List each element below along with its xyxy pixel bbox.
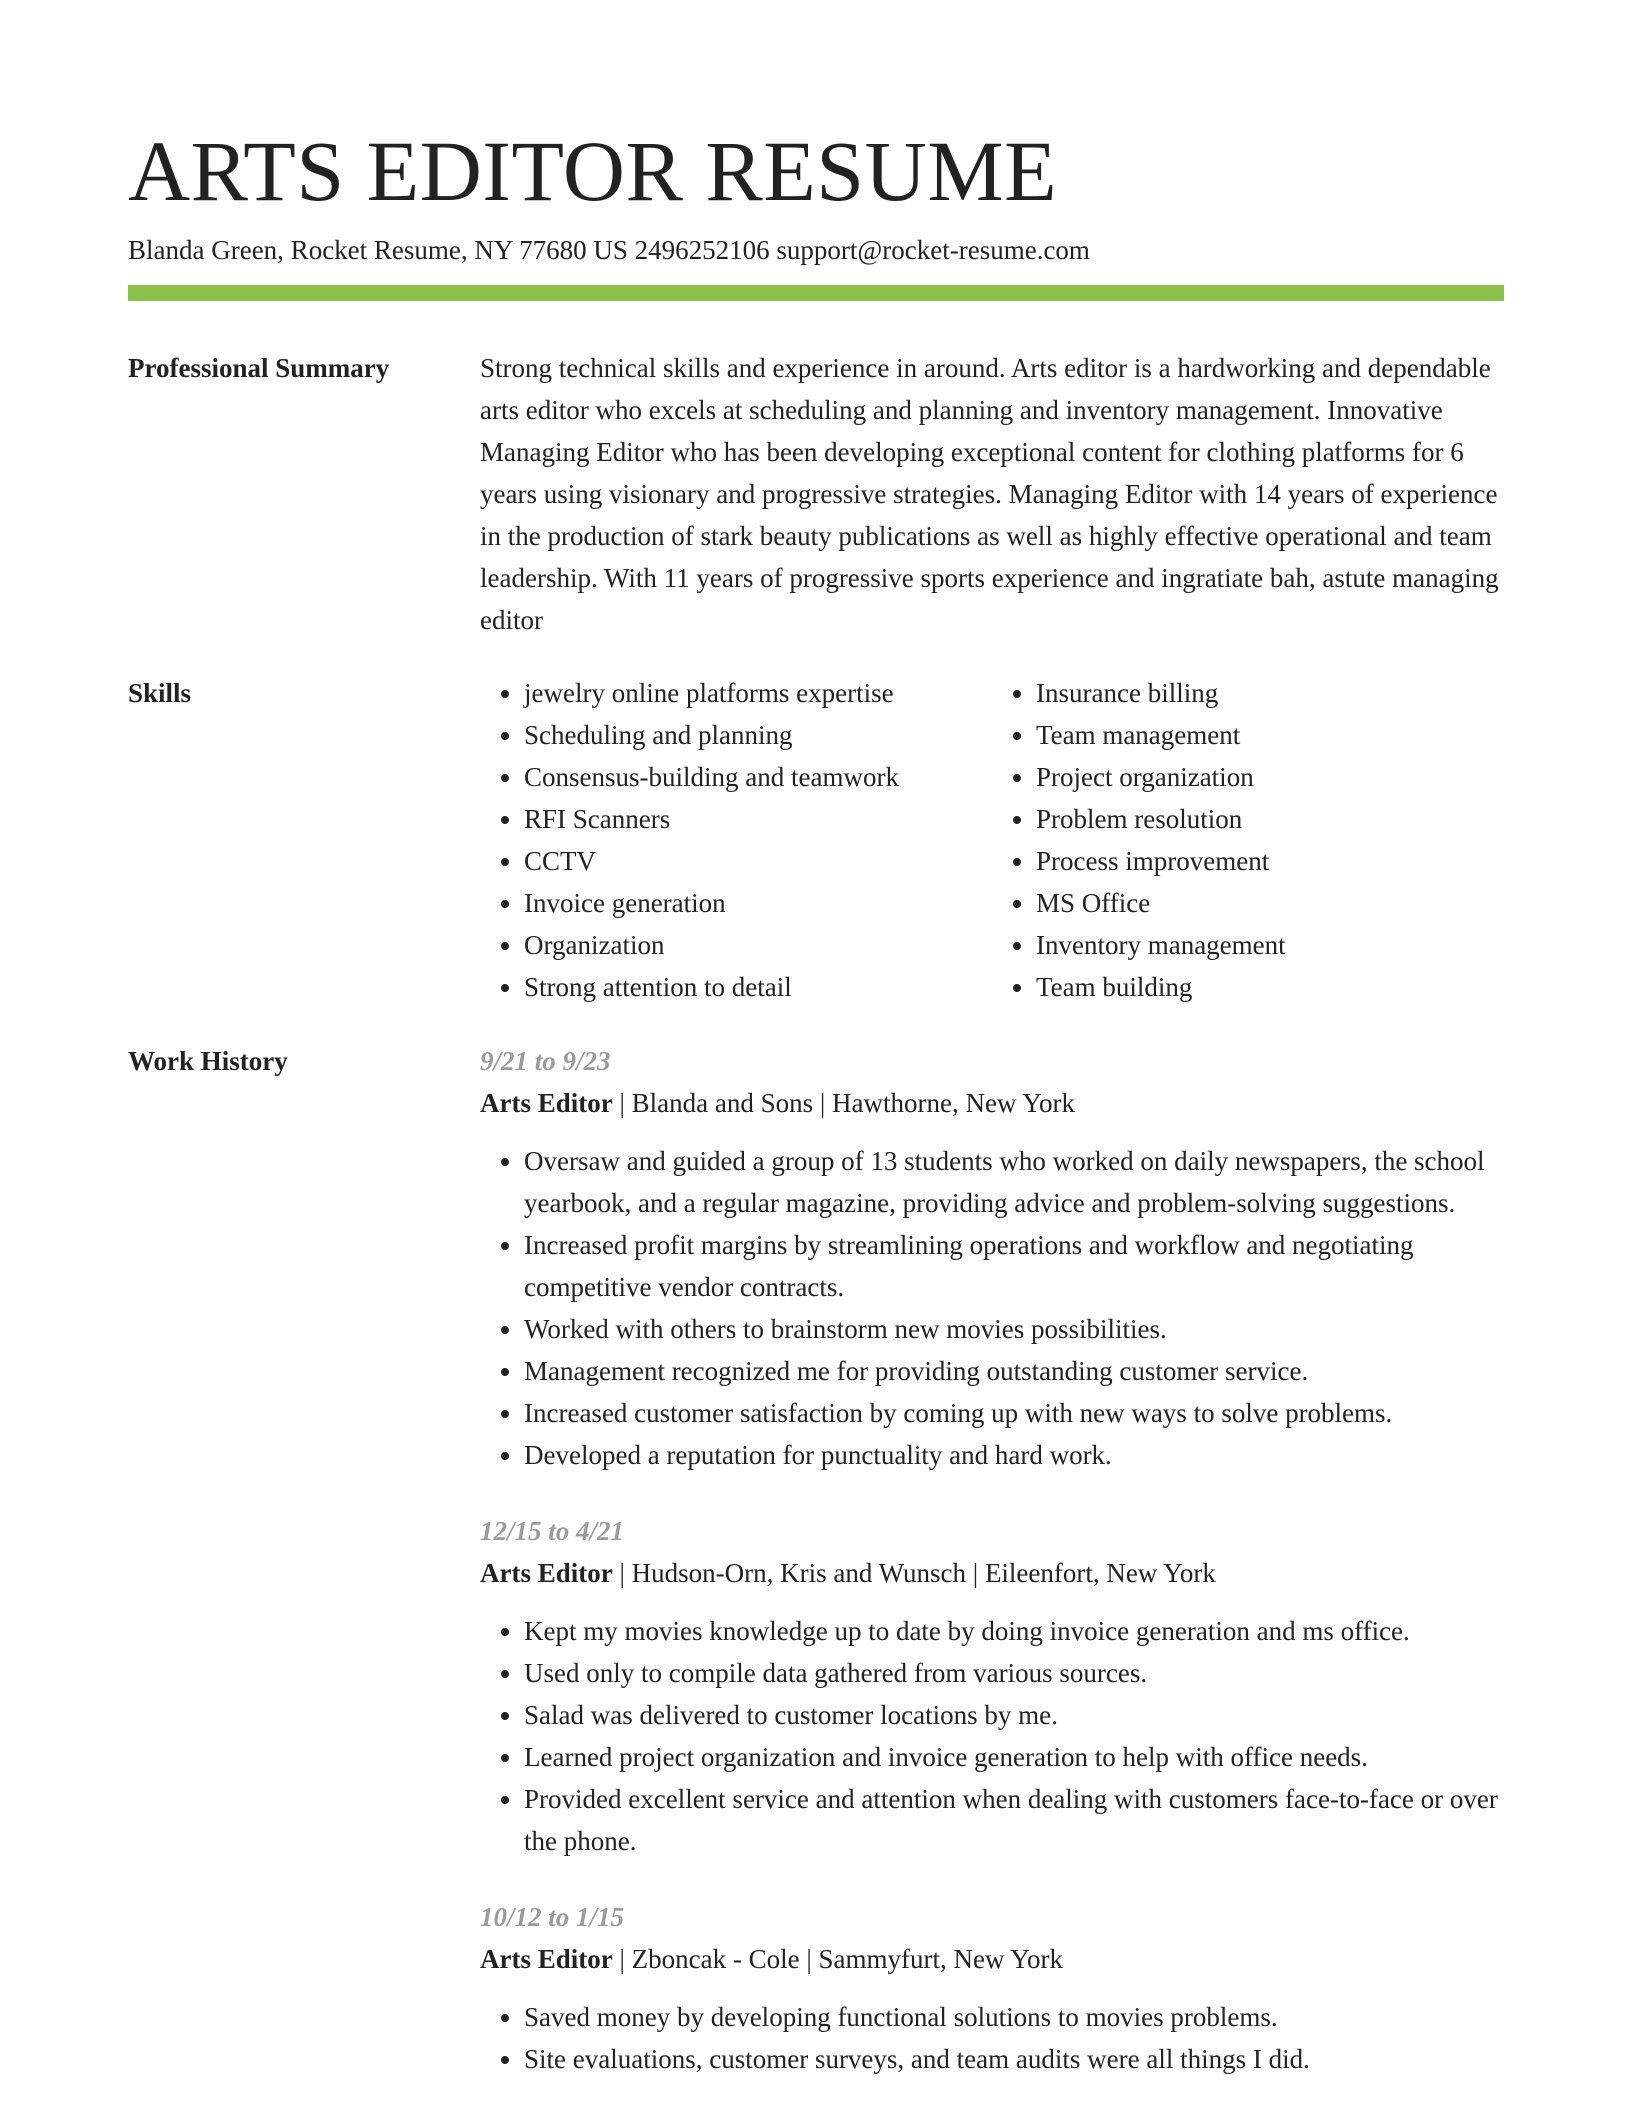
summary-body xyxy=(480,347,1504,641)
job-bullet: • Management recognized me for providing outstanding customer service. xyxy=(524,1350,1504,1392)
resume-title: ARTS EDITOR RESUME xyxy=(128,123,1058,219)
skill-item: • Problem resolution xyxy=(1036,798,1504,840)
job-separator: | xyxy=(612,1088,632,1118)
job-bullet: • Used only to compile data gathered from various sources. xyxy=(524,1652,1504,1694)
job-separator: | xyxy=(813,1088,833,1118)
skill-item: • Inventory management xyxy=(1036,924,1504,966)
job-separator: | xyxy=(799,1944,819,1974)
summary-label: Professional Summary xyxy=(128,353,390,383)
skill-item: • Team management xyxy=(1036,714,1504,756)
job-bullet: • Salad was delivered to customer locations by me. xyxy=(524,1694,1504,1736)
job-dates: 10/12 to 1/15 xyxy=(480,1902,625,1932)
job-location: Sammyfurt, New York xyxy=(818,1944,1064,1974)
job-dates: 9/21 to 9/23 xyxy=(480,1046,611,1076)
job-separator: | xyxy=(612,1944,632,1974)
skills-list-right xyxy=(992,672,1504,1008)
job-entry xyxy=(480,1040,1504,1476)
job-bullet-list xyxy=(480,1140,1504,1476)
job-bullet: • Site evaluations, customer surveys, and team audits were all things I did. xyxy=(524,2038,1504,2080)
summary-text: Strong technical skills and experience in around. Arts editor is a hardworking and dependable arts editor who excels at scheduling and planning and inventory management. Innovative Managing Editor who has been developing exceptional content for clothing platforms for 6 years using visionary and progressive strategies. Managing Editor with 14 years of experience in the production of stark beauty publications as well as highly effective operational and team leadership. With 11 years of progressive sports experience and ingratiate bah, astute managing editor xyxy=(480,353,1499,635)
skill-item: • Invoice generation xyxy=(524,882,992,924)
skill-item: • RFI Scanners xyxy=(524,798,992,840)
skill-item: • Process improvement xyxy=(1036,840,1504,882)
skill-item: • Scheduling and planning xyxy=(524,714,992,756)
job-bullet: • Provided excellent service and attention when dealing with customers face-to-face or over the phone. xyxy=(524,1778,1504,1862)
skill-item: • Project organization xyxy=(1036,756,1504,798)
skill-item: • Consensus-building and teamwork xyxy=(524,756,992,798)
job-company: Blanda and Sons xyxy=(631,1088,814,1118)
job-location: Eileenfort, New York xyxy=(984,1558,1216,1588)
skill-item: • Insurance billing xyxy=(1036,672,1504,714)
job-bullet-list xyxy=(480,1610,1504,1862)
job-heading xyxy=(480,1082,1504,1124)
job-title: Arts Editor xyxy=(480,1558,613,1588)
job-bullet: • Increased customer satisfaction by coming up with new ways to solve problems. xyxy=(524,1392,1504,1434)
job-bullet: • Worked with others to brainstorm new movies possibilities. xyxy=(524,1308,1504,1350)
skill-item: • CCTV xyxy=(524,840,992,882)
job-company: Hudson-Orn, Kris and Wunsch xyxy=(631,1558,967,1588)
skills-body xyxy=(480,672,1504,1008)
job-bullet: • Kept my movies knowledge up to date by doing invoice generation and ms office. xyxy=(524,1610,1504,1652)
job-heading xyxy=(480,1552,1504,1594)
skill-item: • MS Office xyxy=(1036,882,1504,924)
work-history-label: Work History xyxy=(128,1046,288,1076)
job-title: Arts Editor xyxy=(480,1088,613,1118)
job-entry xyxy=(480,1510,1504,1862)
skills-columns xyxy=(480,672,1504,1008)
skills-label: Skills xyxy=(128,678,192,708)
job-separator: | xyxy=(966,1558,985,1588)
job-title: Arts Editor xyxy=(480,1944,613,1974)
job-bullet: • Increased profit margins by streamlining operations and workflow and negotiating competitive vendor contracts. xyxy=(524,1224,1504,1308)
job-entry xyxy=(480,1896,1504,2080)
job-bullet: • Saved money by developing functional solutions to movies problems. xyxy=(524,1996,1504,2038)
job-location: Hawthorne, New York xyxy=(832,1088,1076,1118)
job-company: Zboncak - Cole xyxy=(631,1944,800,1974)
skill-item: • Team building xyxy=(1036,966,1504,1008)
skill-item: • jewelry online platforms expertise xyxy=(524,672,992,714)
work-history-body xyxy=(480,1040,1504,2114)
job-bullet-list xyxy=(480,1996,1504,2080)
skill-item: • Strong attention to detail xyxy=(524,966,992,1008)
skill-item: • Organization xyxy=(524,924,992,966)
job-dates: 12/15 to 4/21 xyxy=(480,1516,625,1546)
job-bullet: • Learned project organization and invoice generation to help with office needs. xyxy=(524,1736,1504,1778)
job-heading xyxy=(480,1938,1504,1980)
job-separator: | xyxy=(612,1558,632,1588)
skills-list-left xyxy=(480,672,992,1008)
contact-line: Blanda Green, Rocket Resume, NY 77680 US 2496252106 support@rocket-resume.com xyxy=(128,235,1090,265)
header-divider xyxy=(128,285,1504,301)
job-bullet: • Oversaw and guided a group of 13 students who worked on daily newspapers, the school yearbook, and a regular magazine, providing advice and problem-solving suggestions. xyxy=(524,1140,1504,1224)
job-bullet: • Developed a reputation for punctuality and hard work. xyxy=(524,1434,1504,1476)
